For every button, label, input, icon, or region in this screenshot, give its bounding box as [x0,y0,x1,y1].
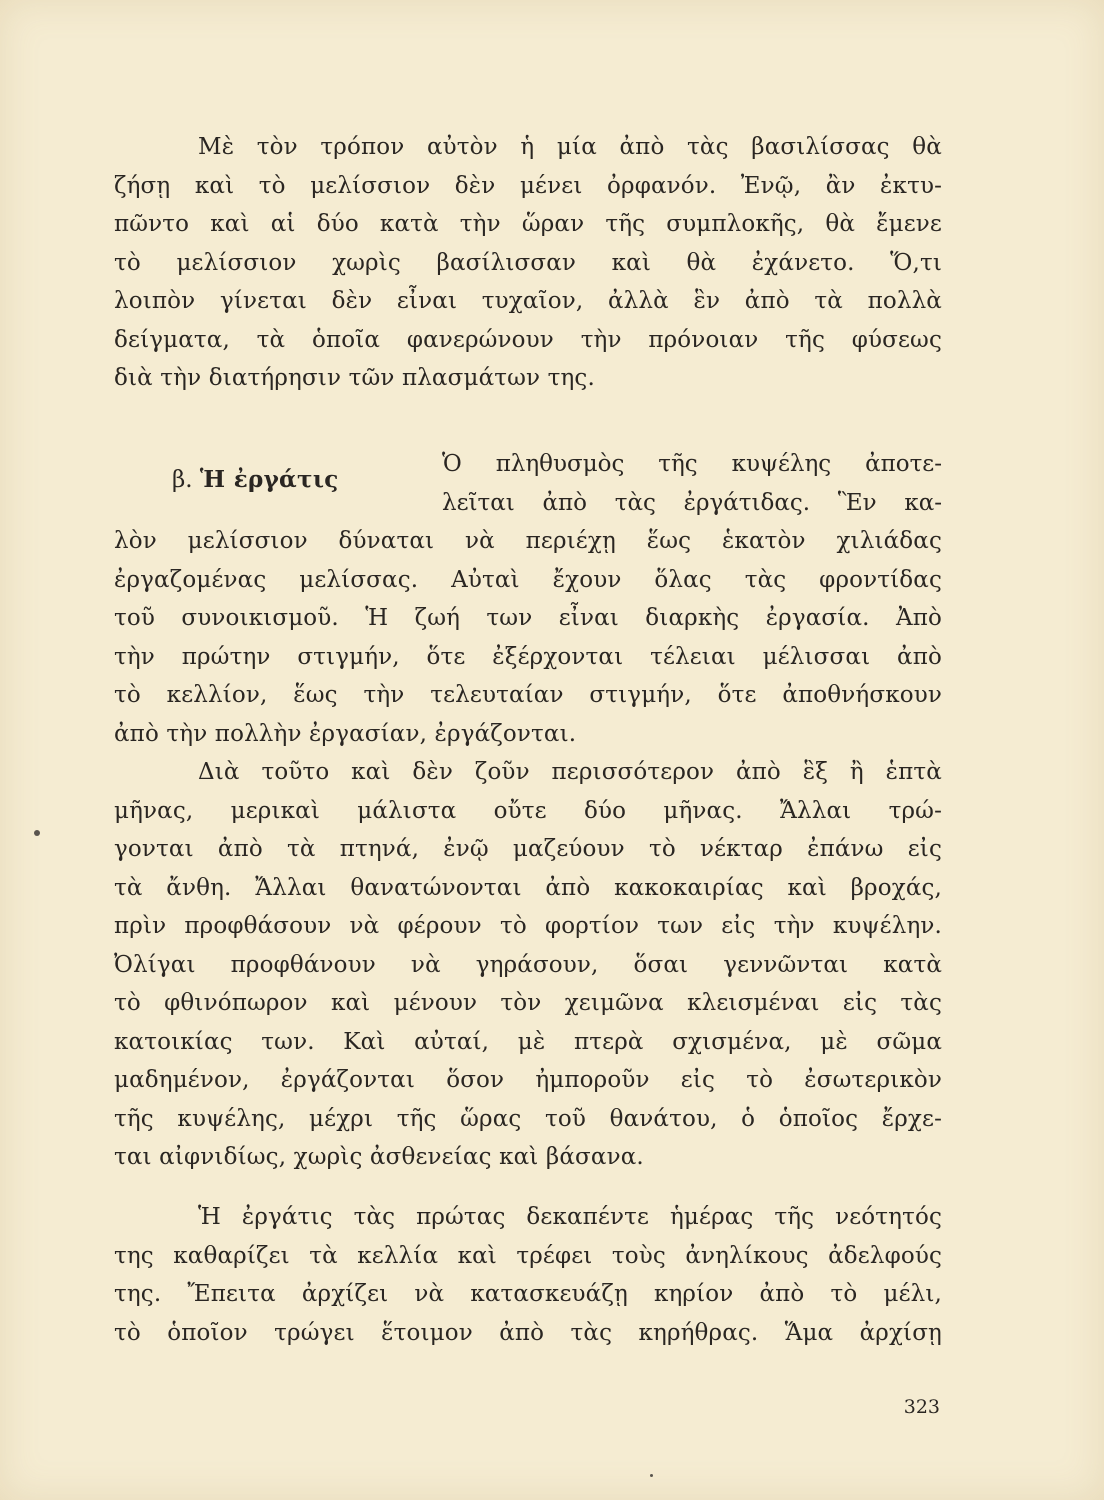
text-line: τὸ φθινόπωρον καὶ μένουν τὸν χειμῶνα κλεισμέναι εἰς τὰς [114,990,942,1016]
text-line: Ἡ ἐργάτις τὰς πρώτας δεκαπέντε ἡμέρας τῆς νεότητός [198,1204,942,1230]
text-line: τὴν πρώτην στιγμήν, ὅτε ἐξέρχονται τέλειαι μέλισσαι ἀπὸ [114,643,942,670]
text-line: λὸν μελίσσιον δύναται νὰ περιέχῃ ἕως ἑκατὸν χιλιάδας [114,528,942,554]
page-number: 323 [903,1396,940,1418]
paragraph-1 [114,128,942,398]
text-line: μῆνας, μερικαὶ μάλιστα οὔτε δύο μῆνας. Ἄλλαι τρώ- [114,797,942,824]
text-line: τὰ ἄνθη. Ἄλλαι θανατώνονται ἀπὸ κακοκαιρίας καὶ βροχάς, [114,874,942,901]
text-line: πῶντο καὶ αἱ δύο κατὰ τὴν ὥραν τῆς συμπλοκῆς, θὰ ἔμενε [114,211,942,237]
text-line: Ὀλίγαι προφθάνουν νὰ γηράσουν, ὅσαι γεννῶνται κατὰ [114,951,942,978]
text-line: τὸ ὁποῖον τρώγει ἕτοιμον ἀπὸ τὰς κηρήθρας. Ἅμα ἀρχίσῃ [114,1319,942,1346]
paragraph-4 [114,1198,942,1352]
text-line: τὸ μελίσσιον χωρὶς βασίλισσαν καὶ θὰ ἐχάνετο. Ὅ,τι [114,249,942,276]
text-line: Ὁ πληθυσμὸς τῆς κυψέλης ἀποτε- [442,451,942,477]
text-line: ζήσῃ καὶ τὸ μελίσσιον δὲν μένει ὀρφανόν. Ἐνῷ, ἂν ἐκτυ- [114,172,942,199]
scan-speck [650,1474,653,1477]
text-line: μαδημένον, ἐργάζονται ὅσον ἠμποροῦν εἰς τὸ ἐσωτερικὸν [114,1067,942,1093]
paragraph-2-side [442,445,942,522]
text-line: τῆς κυψέλης, μέχρι τῆς ὥρας τοῦ θανάτου, ὁ ὁποῖος ἔρχε- [114,1105,942,1132]
paragraph-2 [114,522,942,753]
text-line: πρὶν προφθάσουν νὰ φέρουν τὸ φορτίον των εἰς τὴν κυψέλην. [114,913,942,939]
text-line: Μὲ τὸν τρόπον αὐτὸν ἡ μία ἀπὸ τὰς βασιλίσσας θὰ [198,134,942,160]
text-line: τὸ κελλίον, ἕως τὴν τελευταίαν στιγμήν, ὅτε ἀποθνήσκουν [114,682,942,708]
scan-speck [34,830,40,836]
text-line: λοιπὸν γίνεται δὲν εἶναι τυχαῖον, ἀλλὰ ἓν ἀπὸ τὰ πολλὰ [114,288,942,314]
text-line: ται αἰφνιδίως, χωρὶς ἀσθενείας καὶ βάσανα. [114,1144,644,1170]
text-line: διὰ τὴν διατήρησιν τῶν πλασμάτων της. [114,365,595,391]
text-line: της καθαρίζει τὰ κελλία καὶ τρέφει τοὺς ἀνηλίκους ἀδελφούς [114,1242,942,1269]
text-line: ἐργαζομένας μελίσσας. Αὐταὶ ἔχουν ὅλας τὰς φροντίδας [114,566,942,593]
text-line: ἀπὸ τὴν πολλὴν ἐργασίαν, ἐργάζονται. [114,720,577,747]
text-line: της. Ἔπειτα ἀρχίζει νὰ κατασκευάζῃ κηρίον ἀπὸ τὸ μέλι, [114,1281,942,1307]
text-line: γονται ἀπὸ τὰ πτηνά, ἐνῷ μαζεύουν τὸ νέκταρ ἐπάνω εἰς [114,836,942,862]
text-line: τοῦ συνοικισμοῦ. Ἡ ζωή των εἶναι διαρκὴς ἐργασία. Ἀπὸ [114,605,942,631]
section-label: β. [172,467,193,493]
section-title: Ἡ ἐργάτις [199,466,339,493]
text-line: λεῖται ἀπὸ τὰς ἐργάτιδας. Ἓν κα- [442,489,942,516]
text-line: Διὰ τοῦτο καὶ δὲν ζοῦν περισσότερον ἀπὸ ἓξ ἢ ἑπτὰ [198,759,942,785]
text-line: δείγματα, τὰ ὁποῖα φανερώνουν τὴν πρόνοιαν τῆς φύσεως [114,326,942,353]
text-line: κατοικίας των. Καὶ αὐταί, μὲ πτερὰ σχισμένα, μὲ σῶμα [114,1028,942,1055]
section-heading [172,466,339,493]
paragraph-3 [114,753,942,1177]
